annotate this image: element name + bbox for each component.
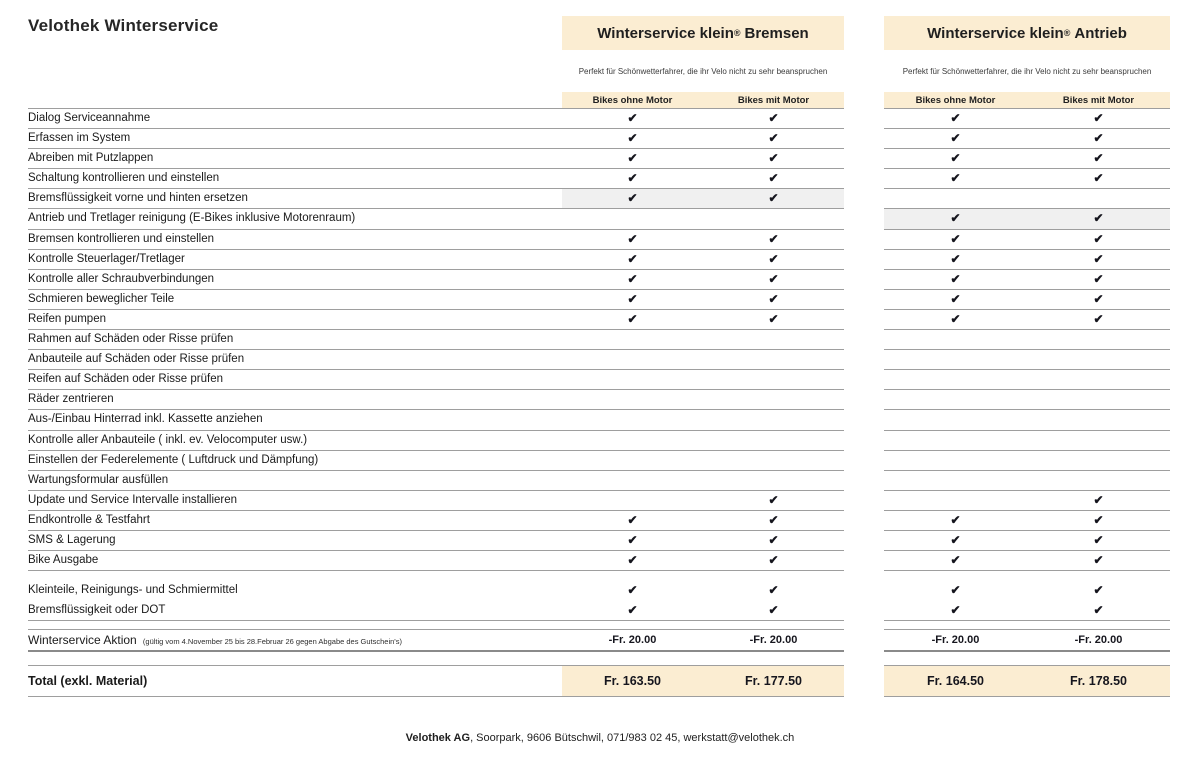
empty-cell [1027, 431, 1170, 450]
row-left-segment [28, 390, 844, 410]
table-row [28, 149, 1170, 169]
bremsen-values [562, 169, 844, 188]
bremsen-values [562, 531, 844, 550]
table-gutter [844, 310, 884, 330]
table-gutter [844, 230, 884, 250]
table-row [28, 370, 1170, 390]
package-name: Winterservice klein [597, 24, 734, 42]
row-left-segment [28, 511, 844, 531]
table-row [28, 290, 1170, 310]
row-label: Einstellen der Federelemente ( Luftdruck und Dämpfung) [28, 453, 319, 466]
page-title: Velothek Winterservice [28, 16, 219, 35]
checkmark: ✔ [950, 512, 961, 527]
row-left-segment [28, 491, 844, 511]
row-left-segment [28, 370, 844, 390]
bremsen-values [562, 390, 844, 409]
table-row [28, 189, 1170, 209]
table-gutter [844, 511, 884, 531]
row-label: Bremsen kontrollieren und einstellen [28, 232, 215, 245]
checkmark: ✔ [1093, 492, 1104, 507]
table-row [28, 250, 1170, 270]
row-label: Update und Service Intervalle installieren [28, 493, 238, 506]
footer-address: , Soorpark, 9606 Bütschwil, 071/983 02 45, werkstatt@velothek.ch [470, 732, 795, 744]
checkmark: ✔ [768, 311, 779, 326]
empty-cell [1027, 330, 1170, 349]
antrieb-values [884, 491, 1170, 511]
checkmark: ✔ [627, 291, 638, 306]
checkmark: ✔ [950, 231, 961, 246]
checkmark: ✔ [1093, 131, 1104, 146]
checkmark: ✔ [768, 603, 779, 618]
column-header-antrieb-mit-motor: Bikes mit Motor [1062, 95, 1135, 106]
bremsen-values [562, 209, 844, 228]
table-gutter [844, 290, 884, 310]
antrieb-values [884, 451, 1170, 471]
checkmark: ✔ [627, 231, 638, 246]
bremsen-values [562, 270, 844, 289]
empty-cell [884, 350, 1027, 369]
checkmark: ✔ [1093, 111, 1104, 125]
table-gutter [844, 270, 884, 290]
empty-cell [1027, 350, 1170, 369]
row-left-segment [28, 149, 844, 169]
empty-cell [884, 390, 1027, 409]
table-row [28, 581, 1170, 601]
row-label: Kleinteile, Reinigungs- und Schmiermittel [28, 584, 238, 597]
table-row [28, 431, 1170, 451]
table-gutter [844, 209, 884, 229]
bremsen-values [562, 330, 844, 349]
row-label: Bike Ausgabe [28, 554, 99, 567]
bremsen-values [562, 451, 844, 470]
aktion-validity-note: (gültig vom 4.November 25 bis 28.Februar 26 gegen Abgabe des Gutschein's) [142, 637, 402, 647]
antrieb-values [884, 189, 1170, 209]
checkmark: ✔ [950, 211, 961, 226]
antrieb-values [884, 129, 1170, 149]
antrieb-values [884, 230, 1170, 250]
empty-cell [703, 370, 844, 389]
row-label: Dialog Serviceannahme [28, 112, 151, 124]
row-left-segment [28, 250, 844, 270]
table-gutter [844, 149, 884, 169]
registered-trademark-symbol: ® [1063, 27, 1071, 38]
row-label: Erfassen im System [28, 132, 131, 145]
checkmark: ✔ [768, 191, 779, 206]
checkmark: ✔ [768, 111, 779, 125]
table-row [28, 551, 1170, 571]
column-header-bremsen-mit-motor: Bikes mit Motor [737, 95, 810, 106]
checkmark: ✔ [768, 131, 779, 146]
antrieb-values [884, 109, 1170, 129]
empty-cell [884, 431, 1027, 450]
table-row [28, 270, 1170, 290]
empty-cell [703, 410, 844, 429]
row-label: Schaltung kontrollieren und einstellen [28, 172, 220, 185]
bremsen-values [562, 189, 844, 208]
row-label: Rahmen auf Schäden oder Risse prüfen [28, 333, 234, 346]
checkmark: ✔ [1093, 251, 1104, 266]
antrieb-values [884, 290, 1170, 310]
empty-cell [562, 410, 703, 429]
bremsen-values [562, 410, 844, 429]
empty-cell [562, 350, 703, 369]
empty-cell [884, 410, 1027, 429]
table-row [28, 230, 1170, 250]
table-gutter [844, 350, 884, 370]
checkmark: ✔ [950, 553, 961, 568]
package-header-bremsen [562, 16, 844, 50]
empty-cell [1027, 370, 1170, 389]
total-value: Fr. 178.50 [1070, 674, 1127, 689]
table-gutter [844, 531, 884, 551]
checkmark: ✔ [950, 583, 961, 598]
antrieb-values [884, 209, 1170, 229]
table-gutter [844, 629, 884, 652]
checkmark: ✔ [768, 553, 779, 568]
aktion-label-cell [28, 630, 562, 650]
row-left-segment [28, 451, 844, 471]
table-gutter [844, 491, 884, 511]
table-row [28, 310, 1170, 330]
empty-cell [884, 370, 1027, 389]
antrieb-values [884, 431, 1170, 451]
table-gutter [844, 92, 884, 109]
checkmark: ✔ [627, 251, 638, 266]
empty-cell [1027, 189, 1170, 208]
column-header-row [28, 92, 1170, 109]
aktion-label: Winterservice Aktion [28, 633, 137, 648]
bremsen-values [562, 601, 844, 620]
checkmark: ✔ [768, 251, 779, 266]
table-row [28, 471, 1170, 491]
checkmark: ✔ [627, 191, 638, 206]
bremsen-values [562, 149, 844, 168]
table-row [28, 129, 1170, 149]
table-gutter [844, 370, 884, 390]
row-left-segment [28, 471, 844, 491]
row-left-segment [28, 290, 844, 310]
empty-cell [562, 471, 703, 490]
package-variant: Antrieb [1074, 24, 1127, 42]
empty-cell [562, 431, 703, 450]
checkmark: ✔ [768, 492, 779, 507]
checkmark: ✔ [1093, 532, 1104, 547]
checkmark: ✔ [627, 171, 638, 186]
checkmark: ✔ [1093, 271, 1104, 286]
row-label: Kontrolle aller Anbauteile ( inkl. ev. Velocomputer usw.) [28, 433, 308, 446]
total-row [28, 665, 1170, 697]
antrieb-values [884, 169, 1170, 189]
checkmark: ✔ [1093, 603, 1104, 618]
checkmark: ✔ [1093, 151, 1104, 166]
table-gutter [844, 390, 884, 410]
row-left-segment [28, 209, 844, 229]
total-label: Total (exkl. Material) [28, 674, 148, 689]
aktion-value: -Fr. 20.00 [749, 634, 798, 647]
row-label: Kontrolle aller Schraubverbindungen [28, 272, 215, 285]
checkmark: ✔ [627, 532, 638, 547]
row-label: Endkontrolle & Testfahrt [28, 513, 150, 526]
row-left-segment [28, 531, 844, 551]
checkmark: ✔ [1093, 171, 1104, 186]
row-left-segment [28, 350, 844, 370]
row-label: Schmieren beweglicher Teile [28, 292, 175, 305]
row-label: Reifen auf Schäden oder Risse prüfen [28, 373, 223, 386]
checkmark: ✔ [627, 583, 638, 598]
table-row [28, 511, 1170, 531]
antrieb-values [884, 270, 1170, 290]
checkmark: ✔ [627, 553, 638, 568]
antrieb-values [884, 551, 1170, 571]
aktion-row [28, 629, 1170, 652]
empty-cell [703, 390, 844, 409]
table-gutter [844, 581, 884, 601]
checkmark: ✔ [768, 291, 779, 306]
antrieb-values [884, 330, 1170, 350]
empty-cell [703, 209, 844, 228]
table-row [28, 601, 1170, 621]
row-left-segment [28, 310, 844, 330]
bremsen-values [562, 129, 844, 148]
service-table [28, 92, 1170, 697]
checkmark: ✔ [950, 271, 961, 286]
row-left-segment [28, 270, 844, 290]
aktion-value: -Fr. 20.00 [931, 634, 980, 647]
checkmark: ✔ [768, 151, 779, 166]
antrieb-values [884, 410, 1170, 430]
checkmark: ✔ [627, 111, 638, 125]
checkmark: ✔ [627, 151, 638, 166]
total-value: Fr. 163.50 [604, 674, 661, 689]
table-row [28, 169, 1170, 189]
checkmark: ✔ [950, 171, 961, 186]
bremsen-values [562, 250, 844, 269]
bremsen-values [562, 310, 844, 329]
row-left-segment [28, 129, 844, 149]
empty-cell [562, 330, 703, 349]
antrieb-values [884, 581, 1170, 601]
table-gutter [844, 189, 884, 209]
empty-cell [703, 350, 844, 369]
row-label: Wartungsformular ausfüllen [28, 473, 169, 486]
column-header-bremsen-ohne-motor: Bikes ohne Motor [592, 95, 673, 106]
row-left-segment [28, 109, 844, 129]
checkmark: ✔ [950, 532, 961, 547]
bremsen-values [562, 230, 844, 249]
row-label: Anbauteile auf Schäden oder Risse prüfen [28, 353, 245, 366]
spacer [28, 621, 1170, 629]
antrieb-values [884, 350, 1170, 370]
row-label: Aus-/Einbau Hinterrad inkl. Kassette anziehen [28, 413, 263, 426]
antrieb-values [884, 390, 1170, 410]
row-label: Bremsflüssigkeit vorne und hinten ersetzen [28, 192, 248, 205]
bremsen-values [562, 290, 844, 309]
row-left-segment [28, 410, 844, 430]
aktion-value: -Fr. 20.00 [608, 634, 657, 647]
row-left-segment [28, 581, 844, 601]
checkmark: ✔ [768, 271, 779, 286]
package-variant: Bremsen [744, 24, 809, 42]
table-row [28, 209, 1170, 229]
row-label: Bremsflüssigkeit oder DOT [28, 604, 166, 617]
table-row [28, 390, 1170, 410]
empty-cell [562, 209, 703, 228]
empty-cell [1027, 390, 1170, 409]
checkmark: ✔ [768, 512, 779, 527]
table-gutter [844, 451, 884, 471]
aktion-value: -Fr. 20.00 [1074, 634, 1123, 647]
table-gutter [844, 410, 884, 430]
total-value: Fr. 164.50 [927, 674, 984, 689]
row-left-segment [28, 169, 844, 189]
row-label: Räder zentrieren [28, 393, 114, 406]
registered-trademark-symbol: ® [733, 27, 741, 38]
company-name: Velothek AG [405, 732, 471, 744]
checkmark: ✔ [1093, 583, 1104, 598]
empty-cell [703, 451, 844, 470]
bremsen-values [562, 350, 844, 369]
table-gutter [844, 250, 884, 270]
checkmark: ✔ [768, 171, 779, 186]
checkmark: ✔ [1093, 512, 1104, 527]
checkmark: ✔ [627, 603, 638, 618]
bremsen-values [562, 471, 844, 490]
table-gutter [844, 471, 884, 491]
table-row [28, 109, 1170, 129]
antrieb-values [884, 471, 1170, 491]
checkmark: ✔ [1093, 231, 1104, 246]
row-left-segment [28, 230, 844, 250]
empty-cell [1027, 451, 1170, 470]
table-row [28, 491, 1170, 511]
empty-cell [1027, 471, 1170, 490]
package-subtitle-bremsen: Perfekt für Schönwetterfahrer, die ihr Velo nicht zu sehr beanspruchen [578, 67, 828, 76]
checkmark: ✔ [768, 583, 779, 598]
table-row [28, 330, 1170, 350]
footer-contact [0, 732, 1200, 744]
row-label: Kontrolle Steuerlager/Tretlager [28, 252, 185, 265]
total-value: Fr. 177.50 [745, 674, 802, 689]
empty-cell [884, 189, 1027, 208]
row-left-segment [28, 330, 844, 350]
row-label: Antrieb und Tretlager reinigung (E-Bikes inklusive Motorenraum) [28, 212, 356, 225]
service-rows [28, 109, 1170, 621]
row-left-segment [28, 601, 844, 621]
antrieb-values [884, 601, 1170, 621]
checkmark: ✔ [768, 532, 779, 547]
checkmark: ✔ [768, 231, 779, 246]
antrieb-values [884, 531, 1170, 551]
table-row [28, 451, 1170, 471]
row-left-segment [28, 189, 844, 209]
empty-cell [703, 330, 844, 349]
row-label: SMS & Lagerung [28, 533, 116, 546]
table-row [28, 531, 1170, 551]
column-header-antrieb-ohne-motor: Bikes ohne Motor [915, 95, 996, 106]
checkmark: ✔ [627, 512, 638, 527]
checkmark: ✔ [1093, 553, 1104, 568]
empty-cell [884, 491, 1027, 510]
empty-cell [562, 370, 703, 389]
row-left-segment [28, 551, 844, 571]
empty-cell [562, 451, 703, 470]
table-gutter [844, 169, 884, 189]
checkmark: ✔ [950, 291, 961, 306]
checkmark: ✔ [950, 251, 961, 266]
empty-cell [562, 491, 703, 510]
checkmark: ✔ [950, 603, 961, 618]
table-gutter [844, 330, 884, 350]
table-gutter [844, 129, 884, 149]
antrieb-values [884, 370, 1170, 390]
package-header-antrieb [884, 16, 1170, 50]
table-gutter [844, 551, 884, 571]
checkmark: ✔ [950, 111, 961, 125]
checkmark: ✔ [627, 271, 638, 286]
table-gutter [844, 601, 884, 621]
antrieb-values [884, 149, 1170, 169]
bremsen-values [562, 491, 844, 510]
spacer [28, 571, 1170, 581]
row-label: Abreiben mit Putzlappen [28, 152, 154, 165]
table-row [28, 410, 1170, 430]
checkmark: ✔ [1093, 291, 1104, 306]
table-gutter [844, 431, 884, 451]
empty-cell [884, 451, 1027, 470]
bremsen-values [562, 109, 844, 128]
bremsen-values [562, 511, 844, 530]
checkmark: ✔ [950, 131, 961, 146]
bremsen-values [562, 431, 844, 450]
empty-cell [703, 431, 844, 450]
checkmark: ✔ [627, 311, 638, 326]
spacer [28, 652, 1170, 665]
empty-cell [562, 390, 703, 409]
checkmark: ✔ [1093, 311, 1104, 326]
table-row [28, 350, 1170, 370]
package-name: Winterservice klein [927, 24, 1064, 42]
bremsen-values [562, 581, 844, 601]
checkmark: ✔ [627, 131, 638, 146]
empty-cell [703, 471, 844, 490]
antrieb-values [884, 310, 1170, 330]
bremsen-values [562, 370, 844, 389]
empty-cell [884, 471, 1027, 490]
checkmark: ✔ [1093, 211, 1104, 226]
bremsen-values [562, 551, 844, 570]
checkmark: ✔ [950, 151, 961, 166]
empty-cell [884, 330, 1027, 349]
table-gutter [844, 109, 884, 129]
empty-cell [1027, 410, 1170, 429]
antrieb-values [884, 511, 1170, 531]
row-label: Reifen pumpen [28, 312, 106, 325]
table-gutter [844, 665, 884, 697]
checkmark: ✔ [950, 311, 961, 326]
row-left-segment [28, 431, 844, 451]
antrieb-values [884, 250, 1170, 270]
column-header-spacer [28, 92, 562, 108]
package-subtitle-antrieb: Perfekt für Schönwetterfahrer, die ihr Velo nicht zu sehr beanspruchen [902, 67, 1152, 76]
